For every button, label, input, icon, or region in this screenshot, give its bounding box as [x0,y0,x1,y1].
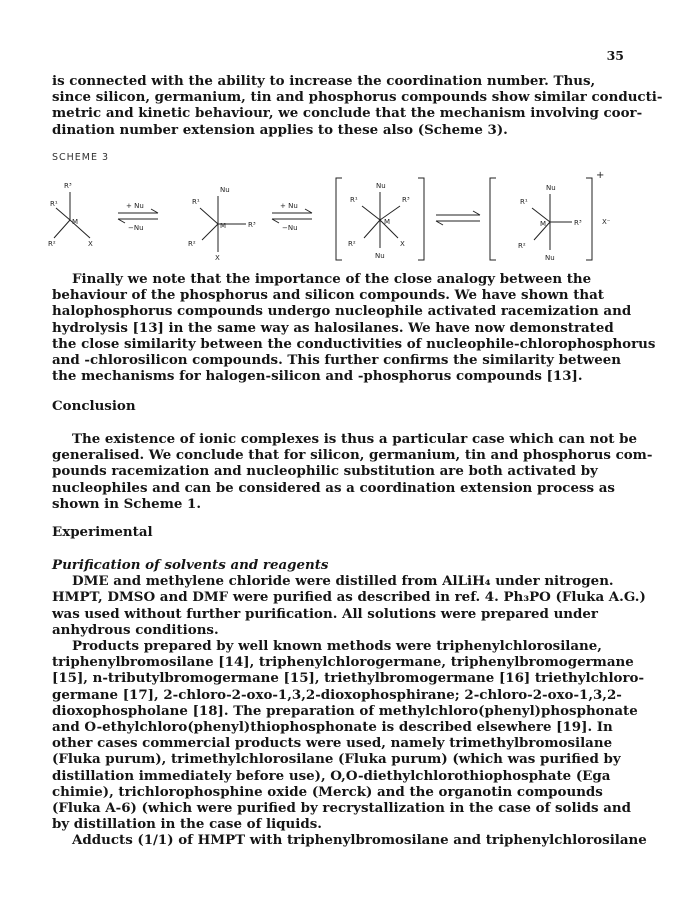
text-line: shown in Scheme 1. [52,495,202,512]
text-line: is connected with the ability to increase the coordination number. Thus, [52,73,596,89]
r3-label: R³ [248,221,256,229]
text-line: pounds racemization and nucleophilic substitution are both activated by [52,463,598,480]
text-line: The existence of ionic complexes is thus a particular case which can not be [72,431,638,447]
text-line: hydrolysis [13] in the same way as halosilanes. We have now demonstrated [52,319,614,336]
text-line: Finally we note that the importance of the close analogy between the [72,271,592,287]
r2-label: R² [188,240,196,248]
text-line: Products prepared by well known methods were triphenylchlorosilane, [72,638,602,655]
text-line: chimie), trichlorophosphine oxide (Merck) and the organotin compounds [52,783,603,800]
text-line: (Fluka purum), trimethylchlorosilane (Fluka purum) (which was purified by [52,751,621,768]
experimental-section [52,524,630,540]
text-line: Adducts (1/1) of HMPT with triphenylbromosilane and triphenylchlorosilane [72,832,647,849]
text-line: distillation immediately before use), O,O-diethylchlorothiophosphate (Ega [52,767,611,784]
reagent-plus-nu: + Nu [280,202,298,210]
text-line: anhydrous conditions. [52,621,219,638]
intro-paragraph [52,73,663,138]
text-line: and -chlorosilicon compounds. This further confirms the similarity between [52,352,621,369]
nu-label: Nu [546,184,556,192]
conclusion-section [52,398,630,414]
text-line: (Fluka A-6) (which were purified by recrystallization in the case of solids and [52,800,631,817]
text-line: behaviour of the phosphorus and silicon compounds. We have shown that [52,287,604,304]
x-label: X [400,240,405,248]
m-label: M [384,218,391,226]
r3-label: R³ [402,196,410,204]
section-heading: Conclusion [52,398,136,414]
m-label: M [72,218,79,226]
r3-label: R³ [574,219,582,227]
m-label: M [220,222,227,230]
r1-label: R¹ [520,198,528,206]
r1-label: R¹ [50,200,58,208]
reagent-minus-nu: −Nu [128,224,144,232]
scheme-label: SCHEME 3 [52,152,110,163]
conclusion-paragraph [52,431,653,512]
r1-label: R¹ [350,196,358,204]
experimental-body [52,557,647,849]
reaction-scheme [50,168,640,270]
text-line: HMPT, DMSO and DMF were purified as described in ref. 4. Ph₃PO (Fluka A.G.) [52,589,646,606]
x-label: X [88,240,93,248]
nu-label: Nu [545,254,555,262]
nu-label: Nu [376,182,386,190]
text-line: nucleophiles and can be considered as a coordination extension process as [52,479,615,496]
text-line: generalised. We conclude that for silicon, germanium, tin and phosphorus com- [52,447,653,464]
r2-label: R² [48,240,56,248]
closing-paragraph [52,271,656,385]
r1-label: R¹ [192,198,200,206]
text-line: dioxophospholane [18]. The preparation of methylchloro(phenyl)phosphonate [52,702,638,719]
text-line: germane [17], 2-chloro-2-oxo-1,3,2-dioxophosphirane; 2-chloro-2-oxo-1,3,2- [52,686,622,703]
subsection-heading: Purification of solvents and reagents [52,557,329,573]
m-label: M [540,220,547,228]
text-line: and O-ethylchloro(phenyl)thiophosphonate is described elsewhere [19]. In [52,719,613,736]
text-line: was used without further purification. All solutions were prepared under [52,605,598,622]
text-line: the close similarity between the conductivities of nucleophile-chlorophosphorus [52,335,656,352]
text-line: other cases commercial products were used, namely trimethylbromosilane [52,735,613,752]
anion-label: X⁻ [602,218,611,226]
nu-label: Nu [220,186,230,194]
section-heading: Experimental [52,524,153,540]
text-line: DME and methylene chloride were distilled from AlLiH₄ under nitrogen. [72,573,614,590]
r2-label: R² [348,240,356,248]
text-line: since silicon, germanium, tin and phosphorus compounds show similar conducti- [52,89,663,106]
charge-plus: + [596,170,605,181]
text-line: the mechanisms for halogen-silicon and -phosphorus compounds [13]. [52,368,583,385]
text-line: by distillation in the case of liquids. [52,816,322,833]
r2-label: R² [518,242,526,250]
text-line: metric and kinetic behaviour, we conclude that the mechanism involving coor- [52,105,643,122]
reagent-minus-nu: −Nu [282,224,298,232]
nu-label: Nu [375,252,385,260]
text-line: halophosphorus compounds undergo nucleophile activated racemization and [52,303,632,320]
page-number: 35 [606,48,624,63]
r3-label: R³ [64,182,72,190]
text-line: [15], n-tributylbromogermane [15], triethylbromogermane [16] triethylchloro- [52,670,645,687]
reagent-plus-nu: + Nu [126,202,144,210]
text-line: dination number extension applies to these also (Scheme 3). [52,121,508,138]
x-label: X [215,254,220,262]
text-line: triphenylbromosilane [14], triphenylchlorogermane, triphenylbromogermane [52,654,634,671]
